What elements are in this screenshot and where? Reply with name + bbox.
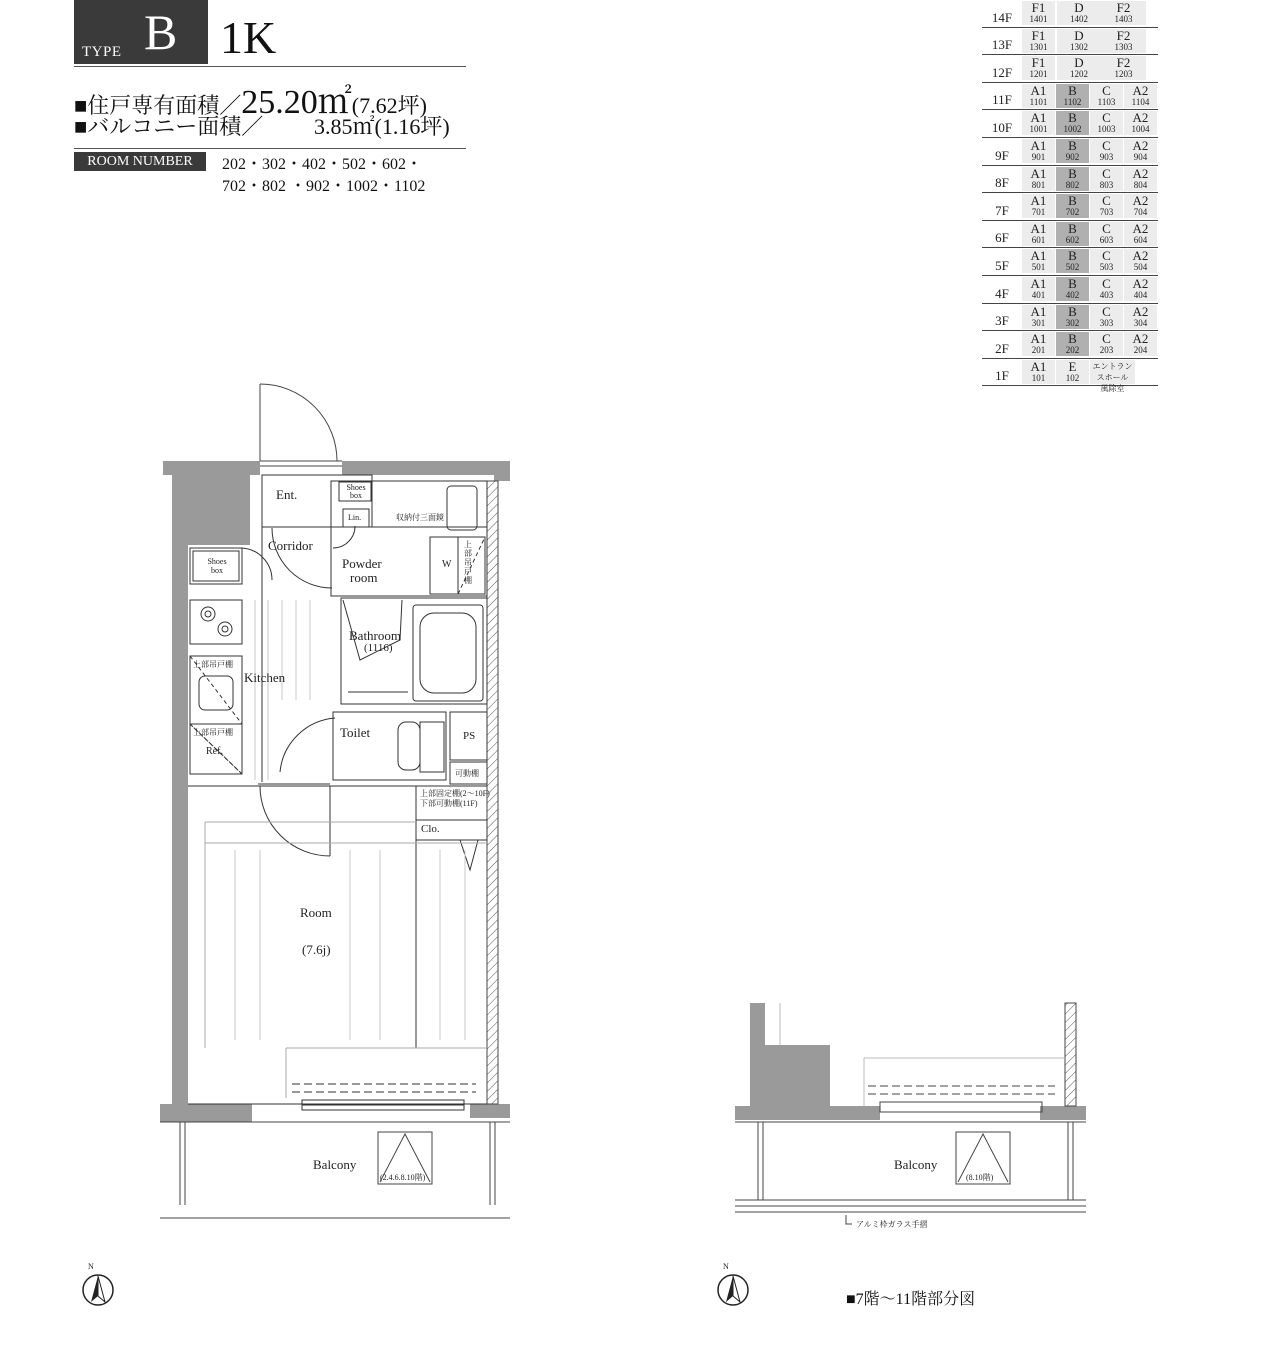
- label-shoes-box-bottom: box: [350, 491, 362, 500]
- unit-type: C: [1102, 331, 1111, 347]
- type-letter: B: [144, 4, 178, 60]
- type-prefix: TYPE: [82, 44, 122, 60]
- floor-label: 1F: [995, 368, 1009, 384]
- label-powder: Powder: [342, 556, 382, 571]
- label-upper-cabinet-ref: 上部吊戸棚: [193, 728, 233, 737]
- floor-label: 6F: [995, 230, 1009, 246]
- unit-number: 604: [1133, 234, 1148, 245]
- unit-type: A1: [1030, 275, 1047, 291]
- label-corridor: Corridor: [268, 538, 313, 553]
- unit-number: 702: [1065, 207, 1080, 218]
- label-north: N: [88, 1262, 94, 1271]
- unit-number: 804: [1133, 179, 1148, 190]
- label-upper-cabinet-5: 棚: [464, 576, 472, 585]
- unit-type: エントランスホール: [1092, 361, 1133, 382]
- partial-plan-caption: ■7階～11階部分図: [846, 1291, 976, 1308]
- label-upper-cabinet-2: 部: [464, 549, 472, 558]
- floor-label: 5F: [995, 257, 1009, 273]
- unit-number: 301: [1031, 317, 1046, 328]
- floor-label: 2F: [995, 340, 1009, 356]
- room-numbers-line-1: 202・302・402・502・602・: [222, 156, 423, 173]
- unit-number: 303: [1099, 317, 1114, 328]
- unit-type: B: [1068, 248, 1077, 264]
- unit-number: 1103: [1097, 96, 1116, 107]
- balcony-area-value: 3.85㎡(1.16坪): [314, 114, 450, 139]
- unit-number: 401: [1031, 289, 1046, 300]
- label-fixed-shelf-1: 上部固定棚(2～10F): [420, 789, 490, 798]
- unit-number: 904: [1133, 151, 1148, 162]
- unit-number: 903: [1099, 151, 1114, 162]
- floor-label: 11F: [992, 92, 1012, 108]
- unit-number: 802: [1065, 179, 1080, 190]
- unit-type: A2: [1132, 220, 1149, 236]
- unit-number: 501: [1031, 262, 1046, 273]
- unit-type: A1: [1030, 331, 1047, 347]
- floor-label: 12F: [991, 64, 1013, 80]
- label-fixed-shelf: [420, 789, 490, 809]
- area-tsubo: (7.62坪): [351, 93, 427, 118]
- label-closet: Clo.: [421, 823, 440, 835]
- floor-label: 10F: [991, 119, 1013, 135]
- unit-type: C: [1102, 275, 1111, 291]
- label-shoes-box-2: [200, 557, 234, 575]
- unit-number: 1402: [1070, 14, 1088, 24]
- unit-type: A1: [1030, 110, 1047, 126]
- unit-number: 502: [1065, 262, 1080, 273]
- entrance-door: [260, 384, 342, 466]
- label-bathroom: Bathroom: [349, 628, 401, 643]
- unit-number: 1401: [1029, 14, 1048, 24]
- unit-number: 201: [1031, 345, 1046, 356]
- unit-number: 203: [1099, 345, 1114, 356]
- unit-number: 902: [1065, 151, 1080, 162]
- unit-type: D: [1074, 27, 1084, 43]
- unit-type: D: [1074, 55, 1084, 71]
- unit-type: F1: [1031, 0, 1046, 15]
- unit-number: 402: [1065, 289, 1080, 300]
- unit-type: B: [1068, 303, 1077, 319]
- label-ent: Ent.: [276, 487, 298, 502]
- label-railing-note: アルミ枠ガラス手摺: [856, 1220, 928, 1229]
- unit-number: 404: [1133, 289, 1148, 300]
- label-ps: PS: [463, 730, 476, 742]
- room-numbers-line-2: 702・802 ・902・1002・1102: [222, 178, 426, 195]
- unit-number: 1102: [1063, 96, 1082, 107]
- unit-number: 701: [1031, 207, 1046, 218]
- floor-label: 4F: [995, 285, 1009, 301]
- label-lin: Lin.: [348, 513, 362, 522]
- unit-number: 801: [1031, 179, 1046, 190]
- label-ref: Ref.: [206, 746, 223, 757]
- unit-number: 602: [1065, 234, 1080, 245]
- unit-type: A2: [1132, 165, 1149, 181]
- north-compass: [83, 1275, 113, 1305]
- unit-number: 603: [1099, 234, 1114, 245]
- unit-type: A2: [1132, 193, 1149, 209]
- unit-type: B: [1068, 137, 1077, 153]
- unit-number: 1002: [1063, 124, 1082, 135]
- unit-number: 704: [1133, 207, 1148, 218]
- label-powder-room: room: [350, 570, 378, 585]
- label-outdoor-unit-note-2: (8.10階): [966, 1173, 994, 1182]
- floor-label: 3F: [995, 313, 1009, 329]
- room-number-label: ROOM NUMBER: [74, 152, 206, 171]
- unit-type: F1: [1031, 27, 1046, 43]
- unit-number: 204: [1133, 345, 1148, 356]
- unit-number: 601: [1031, 234, 1046, 245]
- label-washer: W: [442, 559, 452, 570]
- unit-type: A1: [1030, 137, 1047, 153]
- label-shoes-box-top: Shoes: [346, 483, 366, 492]
- label-upper-cabinet: [464, 540, 472, 585]
- unit-type: E: [1068, 358, 1077, 374]
- unit-type: D: [1074, 0, 1084, 15]
- unit-type: A1: [1030, 248, 1047, 264]
- floor-label: 8F: [995, 175, 1009, 191]
- area-label: ■住戸専有面積／: [74, 93, 242, 118]
- unit-type: A1: [1030, 220, 1047, 236]
- label-shoes-box: [342, 484, 370, 500]
- label-balcony: Balcony: [313, 1157, 357, 1172]
- unit-type: B: [1068, 220, 1077, 236]
- label-room: Room: [300, 905, 332, 920]
- unit-type: C: [1102, 137, 1111, 153]
- unit-number: 1004: [1131, 124, 1150, 135]
- unit-number: 1203: [1114, 69, 1133, 80]
- floor-label: 14F: [991, 9, 1013, 25]
- unit-number: 703: [1099, 207, 1114, 218]
- label-toilet: Toilet: [340, 725, 371, 740]
- unit-number: 403: [1099, 289, 1114, 300]
- unit-number: 901: [1031, 151, 1046, 162]
- unit-type: B: [1068, 193, 1077, 209]
- unit-type: B: [1068, 110, 1077, 126]
- unit-type: F2: [1116, 0, 1131, 15]
- partial-plan: [735, 1003, 1086, 1224]
- balcony-area-label: ■バルコニー面積／: [74, 114, 264, 139]
- unit-type: C: [1102, 82, 1111, 98]
- unit-number: 202: [1065, 345, 1080, 356]
- unit-number: 1302: [1070, 41, 1088, 52]
- unit-type: B: [1068, 82, 1077, 98]
- unit-type: A1: [1030, 193, 1047, 209]
- unit-type: F2: [1116, 27, 1131, 43]
- floor-label: 7F: [995, 202, 1009, 218]
- label-upper-cabinet-1: 上: [464, 540, 472, 549]
- label-balcony-2: Balcony: [894, 1157, 938, 1172]
- unit-type: A2: [1132, 82, 1149, 98]
- unit-type: C: [1102, 193, 1111, 209]
- label-fixed-shelf-2: 下部可動棚(11F): [420, 799, 478, 808]
- unit-type: A2: [1132, 331, 1149, 347]
- label-shoes-box-2-bottom: box: [211, 566, 223, 575]
- unit-type: F1: [1031, 55, 1046, 71]
- unit-type: F2: [1116, 55, 1131, 71]
- label-north-2: N: [723, 1262, 729, 1271]
- unit-type: C: [1102, 248, 1111, 264]
- floor-label: 9F: [995, 147, 1009, 163]
- north-compass-2: [718, 1275, 748, 1305]
- unit-number: 102: [1065, 372, 1080, 383]
- label-shoes-box-2-top: Shoes: [207, 557, 227, 566]
- unit-number: 1001: [1029, 124, 1048, 135]
- unit-type: B: [1068, 275, 1077, 291]
- unit-type: A1: [1030, 358, 1047, 374]
- unit-type: A2: [1132, 248, 1149, 264]
- layout-name: 1K: [220, 12, 277, 63]
- unit-type: B: [1068, 165, 1077, 181]
- unit-type: A1: [1030, 303, 1047, 319]
- label-movable-shelf: 可動棚: [455, 769, 479, 778]
- unit-type: C: [1102, 303, 1111, 319]
- unit-type: C: [1102, 220, 1111, 236]
- unit-number: 304: [1133, 317, 1148, 328]
- unit-type: A2: [1132, 137, 1149, 153]
- label-upper-cabinet-kitchen: 上部吊戸棚: [193, 660, 233, 669]
- unit-number: 803: [1099, 179, 1114, 190]
- unit-type: B: [1068, 331, 1077, 347]
- unit-number: 1201: [1029, 69, 1048, 80]
- unit-type: A2: [1132, 110, 1149, 126]
- label-upper-cabinet-3: 吊: [464, 558, 472, 567]
- label-outdoor-unit-note: (2.4.6.8.10階): [380, 1173, 426, 1182]
- unit-type: A2: [1132, 303, 1149, 319]
- unit-type: C: [1102, 165, 1111, 181]
- area-value: 25.20㎡: [241, 84, 352, 121]
- unit-type: A1: [1030, 165, 1047, 181]
- label-upper-cabinet-4: 戸: [464, 567, 472, 576]
- label-kitchen: Kitchen: [244, 670, 286, 685]
- unit-number: 101: [1031, 372, 1046, 383]
- unit-number: 風除室: [1100, 383, 1125, 393]
- label-bathroom-size: (1116): [364, 642, 393, 654]
- unit-number: 1003: [1097, 124, 1116, 135]
- unit-number: 503: [1099, 262, 1114, 273]
- unit-number: 1101: [1029, 96, 1048, 107]
- unit-number: 1303: [1114, 41, 1133, 52]
- unit-number: 1104: [1131, 96, 1150, 107]
- label-room-size: (7.6j): [302, 942, 331, 957]
- unit-type: C: [1102, 110, 1111, 126]
- unit-number: 504: [1133, 262, 1148, 273]
- unit-number: 302: [1065, 317, 1080, 328]
- unit-number: 1301: [1029, 41, 1048, 52]
- unit-number: 1403: [1114, 14, 1133, 24]
- floor-label: 13F: [991, 37, 1013, 53]
- label-storage-mirror: 収納付三面鏡: [396, 513, 444, 522]
- unit-type: A2: [1132, 275, 1149, 291]
- unit-number: 1202: [1070, 69, 1088, 80]
- unit-type: A1: [1030, 82, 1047, 98]
